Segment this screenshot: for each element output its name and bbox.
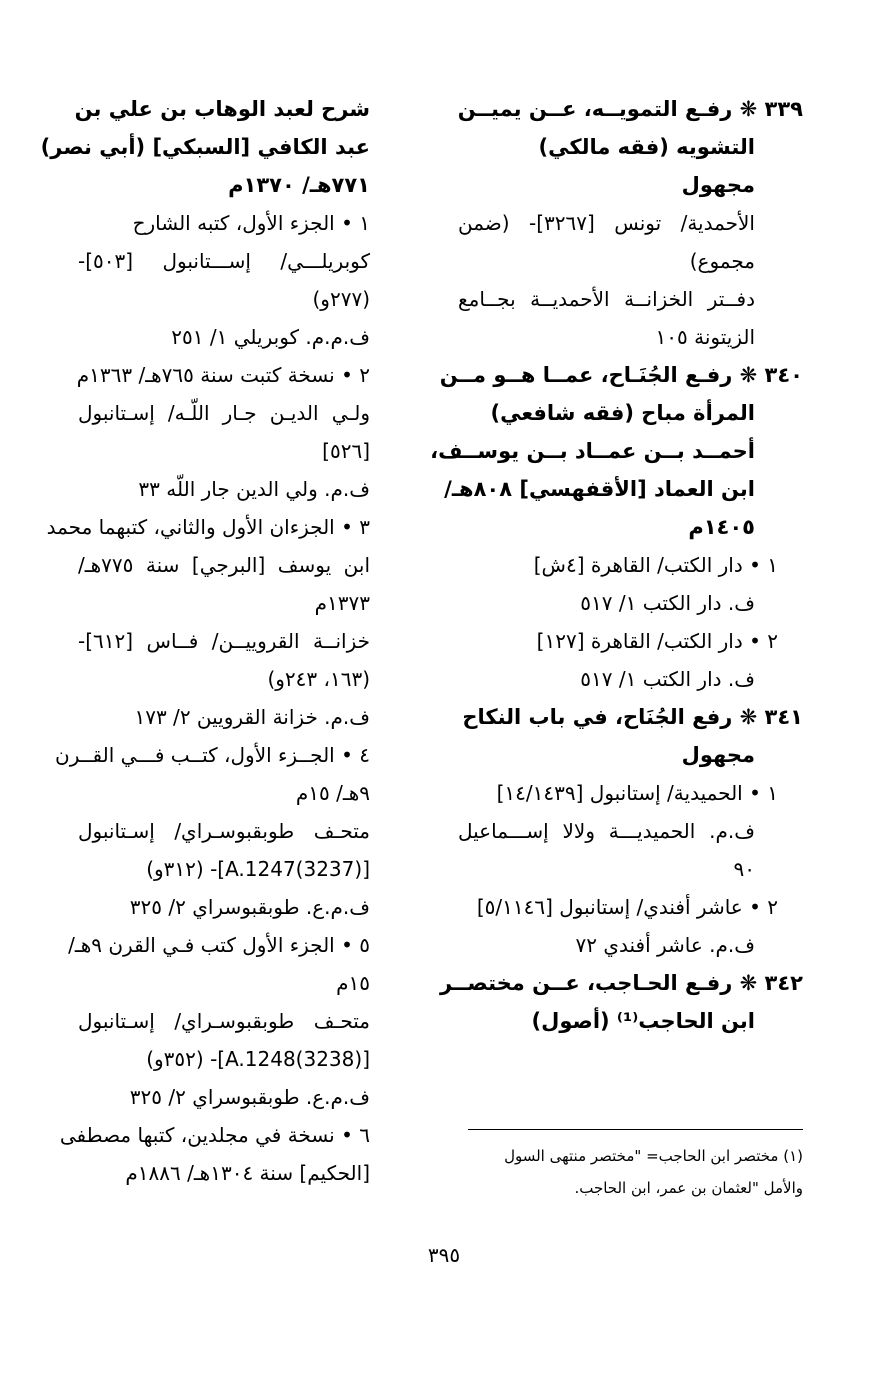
text-line: ٩هـ/ ١٥م	[295, 781, 370, 805]
footnote-divider	[468, 1129, 803, 1130]
text-line: ١ • الحميدية/ إستانبول [١٤/١٤٣٩]	[496, 781, 778, 805]
footnote-line: (١) مختصر ابن الحاجب= "مختصر منتهى السول	[504, 1147, 803, 1165]
text-line: [A.1248(3238)]- (٣٥٢و)	[146, 1047, 370, 1071]
text-line: ٩٠	[733, 857, 755, 881]
text-line: خزانــة القروييــن/ فــاس [٦١٢]-	[78, 629, 370, 653]
text-line: ف.م.ع. طوبقبوسراي ٢/ ٣٢٥	[129, 895, 370, 919]
text-line: الأحمدية/ تونس [٣٢٦٧]- (ضمن	[458, 211, 755, 235]
text-line: [الحكيم] سنة ١٣٠٤هـ/ ١٨٨٦م	[125, 1161, 370, 1185]
footnote	[443, 1140, 803, 1204]
text-line: ف.م. الحميديـــة ولالا إســـماعيل	[458, 819, 755, 843]
text-line: متحـف طوبقبوسـراي/ إسـتانبول	[78, 819, 370, 843]
text-line: ف.م.ع. طوبقبوسراي ٢/ ٣٢٥	[129, 1085, 370, 1109]
text-line: ٣ • الجزءان الأول والثاني، كتبهما محمد	[46, 515, 370, 539]
text-line: ١ • دار الكتب/ القاهرة [٤ش]	[533, 553, 778, 577]
footnote-line: والأمل "لعثمان بن عمر، ابن الحاجب.	[574, 1179, 803, 1197]
text-line: ابن الحاجب⁽¹⁾ (أصول)	[531, 1009, 755, 1033]
text-line: ابن يوسف [البرجي] سنة ٧٧٥هـ/	[78, 553, 370, 577]
text-line: عبد الكافي [السبكي] (أبي نصر)	[40, 135, 370, 159]
text-line: ٣٤٢ ❋ رفـع الحـاجب، عــن مختصــر	[439, 971, 803, 995]
text-line: ولـي الديـن جـار اللّـه/ إسـتانبول	[78, 401, 370, 425]
text-line: ٦ • نسخة في مجلدين، كتبها مصطفى	[59, 1123, 370, 1147]
text-line: (١٦٣، ٢٤٣و)	[267, 667, 370, 691]
text-line: مجموع)	[689, 249, 755, 273]
text-line: المرأة مباح (فقه شافعي)	[490, 401, 755, 425]
text-line: مجهول	[681, 173, 755, 197]
text-line: ف. دار الكتب ١/ ٥١٧	[580, 667, 755, 691]
text-line: ف.م. خزانة القرويين ٢/ ١٧٣	[134, 705, 370, 729]
text-line: [٥٢٦]	[322, 439, 370, 463]
text-line: شرح لعبد الوهاب بن علي بن	[74, 97, 370, 121]
text-line: (٢٧٧و)	[312, 287, 370, 311]
left-column	[40, 90, 370, 1192]
text-line: ٣٤٠ ❋ رفـع الجُنَـاح، عمــا هــو مــن	[439, 363, 803, 387]
text-line: ٢ • دار الكتب/ القاهرة [١٢٧]	[536, 629, 778, 653]
text-line: أحمــد بــن عمــاد بــن يوســف،	[430, 439, 755, 463]
text-line: ف.م. عاشر أفندي ٧٢	[575, 933, 755, 957]
text-line: ف.م. ولي الدين جار اللّه ٣٣	[138, 477, 370, 501]
text-line: ٥ • الجزء الأول كتب فـي القرن ٩هـ/	[68, 933, 370, 957]
text-line: ٣٤١ ❋ رفع الجُنَاح، في باب النكاح	[462, 705, 803, 729]
text-line: [A.1247(3237)]- (٣١٢و)	[146, 857, 370, 881]
text-line: ٤ • الجــزء الأول، كتــب فـــي القــرن	[55, 743, 370, 767]
text-line: الزيتونة ١٠٥	[655, 325, 755, 349]
page-number: ٣٩٥	[427, 1243, 461, 1267]
text-line: ٢ • عاشر أفندي/ إستانبول [٥/١١٤٦]	[476, 895, 778, 919]
text-line: دفــتر الخزانــة الأحمديــة بجــامع	[458, 287, 755, 311]
text-line: متحـف طوبقبوسـراي/ إسـتانبول	[78, 1009, 370, 1033]
right-column	[430, 90, 803, 1040]
text-line: ٣٣٩ ❋ رفـع التمويــه، عــن يميــن	[457, 97, 803, 121]
text-line: ٧٧١هـ/ ١٣٧٠م	[228, 173, 370, 197]
text-line: التشويه (فقه مالكي)	[538, 135, 755, 159]
text-line: ١ • الجزء الأول، كتبه الشارح	[132, 211, 370, 235]
text-line: ١٤٠٥م	[688, 515, 755, 539]
text-line: ١٣٧٣م	[314, 591, 370, 615]
text-line: ١٥م	[336, 971, 370, 995]
text-line: ٢ • نسخة كتبت سنة ٧٦٥هـ/ ١٣٦٣م	[76, 363, 370, 387]
text-line: كوبريلـــي/ إســـتانبول [٥٠٣]-	[78, 249, 370, 273]
text-line: مجهول	[681, 743, 755, 767]
text-line: ف. دار الكتب ١/ ٥١٧	[580, 591, 755, 615]
text-line: ف.م.م. كوبريلي ١/ ٢٥١	[171, 325, 370, 349]
text-line: ابن العماد [الأقفهسي] ٨٠٨هـ/	[444, 477, 755, 501]
